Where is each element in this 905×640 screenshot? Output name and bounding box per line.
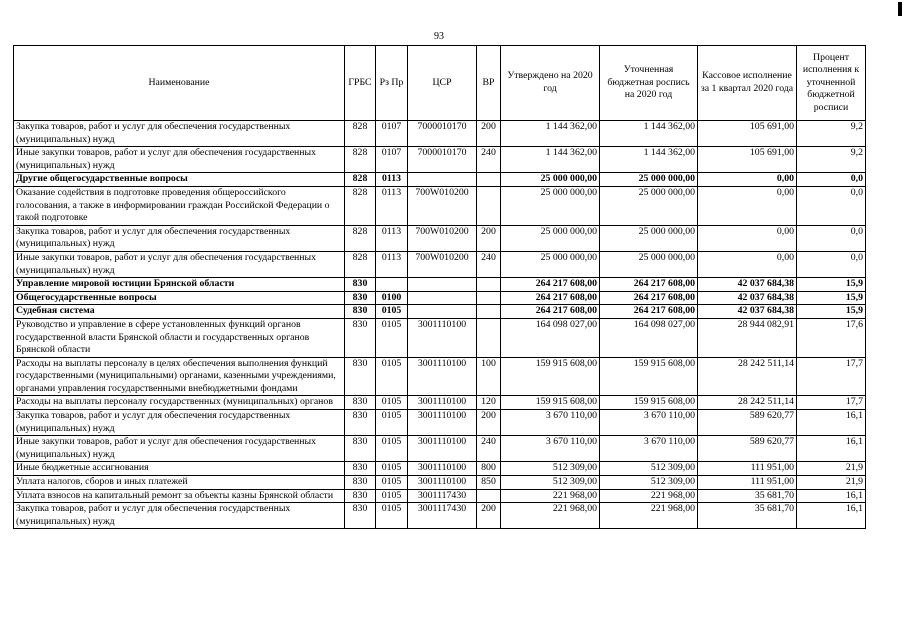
cell-percent: 15,9: [797, 305, 866, 319]
table-header-row: [14, 46, 866, 121]
cell-grbs: 828: [345, 121, 376, 147]
cell-rzpr: 0105: [376, 357, 408, 396]
table-row: [14, 186, 866, 225]
cell-refined: 3 670 110,00: [600, 436, 698, 462]
table-row: [14, 173, 866, 187]
cell-csr: 3001110100: [408, 476, 477, 490]
cell-refined: 1 144 362,00: [600, 147, 698, 173]
cell-name: Управление мировой юстиции Брянской области: [14, 278, 345, 292]
cell-vr: [477, 489, 501, 503]
table-row: [14, 291, 866, 305]
cell-refined: 221 968,00: [600, 503, 698, 529]
cell-vr: 200: [477, 121, 501, 147]
cell-name: Расходы на выплаты персоналу в целях обеспечения выполнения функций государственными (муниципальными) органами, казенными учреждениями, органами управления государственными внебюджетными фондами: [14, 357, 345, 396]
cell-approved: 25 000 000,00: [501, 186, 600, 225]
cell-name: Уплата налогов, сборов и иных платежей: [14, 476, 345, 490]
cell-rzpr: 0113: [376, 173, 408, 187]
cell-refined: 264 217 608,00: [600, 291, 698, 305]
table-row: [14, 278, 866, 292]
cell-refined: 25 000 000,00: [600, 225, 698, 251]
cell-cash: 0,00: [698, 225, 797, 251]
cell-csr: 3001110100: [408, 436, 477, 462]
cell-cash: 0,00: [698, 186, 797, 225]
cell-refined: 264 217 608,00: [600, 278, 698, 292]
header-refined: Уточненная бюджетная роспись на 2020 год: [600, 46, 698, 121]
cell-name: Закупка товаров, работ и услуг для обеспечения государственных (муниципальных) нужд: [14, 503, 345, 529]
cell-cash: 28 944 082,91: [698, 318, 797, 357]
cell-rzpr: 0100: [376, 291, 408, 305]
table-row: [14, 476, 866, 490]
cell-csr: [408, 173, 477, 187]
cell-grbs: 830: [345, 410, 376, 436]
cell-approved: 159 915 608,00: [501, 357, 600, 396]
cell-percent: 16,1: [797, 410, 866, 436]
cell-name: Закупка товаров, работ и услуг для обеспечения государственных (муниципальных) нужд: [14, 225, 345, 251]
cell-cash: 28 242 511,14: [698, 396, 797, 410]
cell-cash: 0,00: [698, 251, 797, 277]
cell-vr: 240: [477, 147, 501, 173]
cell-cash: 28 242 511,14: [698, 357, 797, 396]
cell-csr: 3001110100: [408, 396, 477, 410]
cell-csr: 3001110100: [408, 410, 477, 436]
cell-percent: 0,0: [797, 251, 866, 277]
cell-approved: 159 915 608,00: [501, 396, 600, 410]
cell-approved: 221 968,00: [501, 489, 600, 503]
cell-grbs: 830: [345, 278, 376, 292]
cell-name: Другие общегосударственные вопросы: [14, 173, 345, 187]
cell-grbs: 830: [345, 436, 376, 462]
cell-csr: 3001110100: [408, 318, 477, 357]
table-row: [14, 396, 866, 410]
cell-name: Общегосударственные вопросы: [14, 291, 345, 305]
cell-csr: 3001117430: [408, 503, 477, 529]
cell-rzpr: 0105: [376, 476, 408, 490]
cell-refined: 25 000 000,00: [600, 251, 698, 277]
cell-name: Иные бюджетные ассигнования: [14, 462, 345, 476]
cell-csr: 3001110100: [408, 357, 477, 396]
cell-cash: 42 037 684,38: [698, 305, 797, 319]
cell-percent: 0,0: [797, 186, 866, 225]
table-row: [14, 436, 866, 462]
cell-refined: 512 309,00: [600, 476, 698, 490]
cell-refined: 3 670 110,00: [600, 410, 698, 436]
cell-cash: 35 681,70: [698, 503, 797, 529]
cell-approved: 164 098 027,00: [501, 318, 600, 357]
cell-rzpr: 0105: [376, 410, 408, 436]
table-row: [14, 147, 866, 173]
scan-mark: [898, 2, 902, 16]
cell-refined: 512 309,00: [600, 462, 698, 476]
cell-refined: 159 915 608,00: [600, 396, 698, 410]
cell-refined: 25 000 000,00: [600, 173, 698, 187]
cell-grbs: 830: [345, 503, 376, 529]
cell-vr: 200: [477, 225, 501, 251]
cell-csr: [408, 305, 477, 319]
table-row: [14, 462, 866, 476]
cell-percent: 21,9: [797, 462, 866, 476]
cell-cash: 105 691,00: [698, 147, 797, 173]
cell-approved: 25 000 000,00: [501, 225, 600, 251]
cell-name: Оказание содействия в подготовке проведения общероссийского голосования, а также в информировании граждан Российской Федерации о такой подготовке: [14, 186, 345, 225]
cell-approved: 512 309,00: [501, 476, 600, 490]
cell-name: Судебная система: [14, 305, 345, 319]
cell-percent: 16,1: [797, 489, 866, 503]
cell-percent: 15,9: [797, 278, 866, 292]
cell-cash: 42 037 684,38: [698, 291, 797, 305]
cell-vr: 240: [477, 436, 501, 462]
cell-percent: 0,0: [797, 173, 866, 187]
cell-grbs: 830: [345, 489, 376, 503]
cell-cash: 111 951,00: [698, 462, 797, 476]
cell-vr: [477, 291, 501, 305]
cell-vr: 800: [477, 462, 501, 476]
cell-approved: 25 000 000,00: [501, 173, 600, 187]
cell-grbs: 828: [345, 186, 376, 225]
header-approved: Утверждено на 2020 год: [501, 46, 600, 121]
cell-refined: 264 217 608,00: [600, 305, 698, 319]
cell-percent: 16,1: [797, 436, 866, 462]
cell-rzpr: 0105: [376, 396, 408, 410]
cell-name: Расходы на выплаты персоналу государственных (муниципальных) органов: [14, 396, 345, 410]
cell-grbs: 830: [345, 357, 376, 396]
cell-name: Уплата взносов на капитальный ремонт за объекты казны Брянской области: [14, 489, 345, 503]
cell-vr: [477, 278, 501, 292]
cell-csr: 3001117430: [408, 489, 477, 503]
cell-refined: 221 968,00: [600, 489, 698, 503]
table-row: [14, 410, 866, 436]
cell-approved: 3 670 110,00: [501, 436, 600, 462]
cell-csr: 3001110100: [408, 462, 477, 476]
table-row: [14, 503, 866, 529]
cell-refined: 25 000 000,00: [600, 186, 698, 225]
header-rzpr: Рз Пр: [376, 46, 408, 121]
cell-rzpr: 0107: [376, 147, 408, 173]
budget-table: [13, 45, 866, 529]
cell-rzpr: 0105: [376, 305, 408, 319]
table-row: [14, 357, 866, 396]
cell-csr: [408, 278, 477, 292]
cell-percent: 0,0: [797, 225, 866, 251]
cell-approved: 512 309,00: [501, 462, 600, 476]
cell-cash: 35 681,70: [698, 489, 797, 503]
cell-approved: 264 217 608,00: [501, 278, 600, 292]
cell-grbs: 830: [345, 291, 376, 305]
cell-vr: 200: [477, 410, 501, 436]
cell-rzpr: 0105: [376, 503, 408, 529]
cell-rzpr: 0105: [376, 462, 408, 476]
table-row: [14, 318, 866, 357]
cell-csr: 700W010200: [408, 251, 477, 277]
cell-grbs: 830: [345, 462, 376, 476]
cell-percent: 21,9: [797, 476, 866, 490]
cell-grbs: 828: [345, 173, 376, 187]
cell-rzpr: 0105: [376, 436, 408, 462]
cell-csr: [408, 291, 477, 305]
cell-grbs: 828: [345, 225, 376, 251]
page-number: 93: [434, 31, 444, 42]
header-csr: ЦСР: [408, 46, 477, 121]
cell-cash: 0,00: [698, 173, 797, 187]
cell-name: Закупка товаров, работ и услуг для обеспечения государственных (муниципальных) нужд: [14, 121, 345, 147]
cell-rzpr: 0105: [376, 318, 408, 357]
cell-cash: 42 037 684,38: [698, 278, 797, 292]
cell-name: Закупка товаров, работ и услуг для обеспечения государственных (муниципальных) нужд: [14, 410, 345, 436]
table-row: [14, 489, 866, 503]
cell-grbs: 828: [345, 147, 376, 173]
cell-percent: 17,7: [797, 357, 866, 396]
cell-cash: 111 951,00: [698, 476, 797, 490]
cell-vr: 850: [477, 476, 501, 490]
cell-refined: 164 098 027,00: [600, 318, 698, 357]
cell-csr: 700W010200: [408, 186, 477, 225]
table-row: [14, 225, 866, 251]
header-percent: Процент исполнения к уточненной бюджетной росписи: [797, 46, 866, 121]
cell-vr: [477, 318, 501, 357]
cell-approved: 264 217 608,00: [501, 291, 600, 305]
cell-vr: 100: [477, 357, 501, 396]
cell-grbs: 828: [345, 251, 376, 277]
cell-percent: 17,6: [797, 318, 866, 357]
cell-name: Руководство и управление в сфере установленных функций органов государственной власти Брянской области и государственных органов Брянской области: [14, 318, 345, 357]
cell-cash: 589 620,77: [698, 436, 797, 462]
cell-csr: 700W010200: [408, 225, 477, 251]
cell-percent: 17,7: [797, 396, 866, 410]
header-name: Наименование: [14, 46, 345, 121]
cell-refined: 1 144 362,00: [600, 121, 698, 147]
cell-name: Иные закупки товаров, работ и услуг для обеспечения государственных (муниципальных) нужд: [14, 147, 345, 173]
cell-percent: 9,2: [797, 121, 866, 147]
cell-cash: 589 620,77: [698, 410, 797, 436]
cell-approved: 1 144 362,00: [501, 147, 600, 173]
cell-grbs: 830: [345, 476, 376, 490]
cell-rzpr: 0113: [376, 251, 408, 277]
cell-vr: 240: [477, 251, 501, 277]
cell-approved: 221 968,00: [501, 503, 600, 529]
cell-grbs: 830: [345, 396, 376, 410]
cell-csr: 7000010170: [408, 147, 477, 173]
cell-rzpr: [376, 278, 408, 292]
cell-vr: [477, 305, 501, 319]
cell-grbs: 830: [345, 318, 376, 357]
cell-vr: 120: [477, 396, 501, 410]
cell-grbs: 830: [345, 305, 376, 319]
cell-approved: 264 217 608,00: [501, 305, 600, 319]
table-row: [14, 121, 866, 147]
header-grbs: ГРБС: [345, 46, 376, 121]
cell-approved: 25 000 000,00: [501, 251, 600, 277]
header-vr: ВР: [477, 46, 501, 121]
cell-percent: 9,2: [797, 147, 866, 173]
cell-vr: [477, 173, 501, 187]
cell-percent: 16,1: [797, 503, 866, 529]
cell-rzpr: 0105: [376, 489, 408, 503]
cell-approved: 3 670 110,00: [501, 410, 600, 436]
header-cash: Кассовое исполнение за 1 квартал 2020 года: [698, 46, 797, 121]
cell-name: Иные закупки товаров, работ и услуг для обеспечения государственных (муниципальных) нужд: [14, 251, 345, 277]
cell-rzpr: 0113: [376, 186, 408, 225]
cell-refined: 159 915 608,00: [600, 357, 698, 396]
cell-vr: [477, 186, 501, 225]
cell-csr: 7000010170: [408, 121, 477, 147]
cell-rzpr: 0107: [376, 121, 408, 147]
cell-approved: 1 144 362,00: [501, 121, 600, 147]
cell-rzpr: 0113: [376, 225, 408, 251]
cell-cash: 105 691,00: [698, 121, 797, 147]
table-row: [14, 305, 866, 319]
cell-vr: 200: [477, 503, 501, 529]
table-row: [14, 251, 866, 277]
cell-name: Иные закупки товаров, работ и услуг для обеспечения государственных (муниципальных) нужд: [14, 436, 345, 462]
cell-percent: 15,9: [797, 291, 866, 305]
